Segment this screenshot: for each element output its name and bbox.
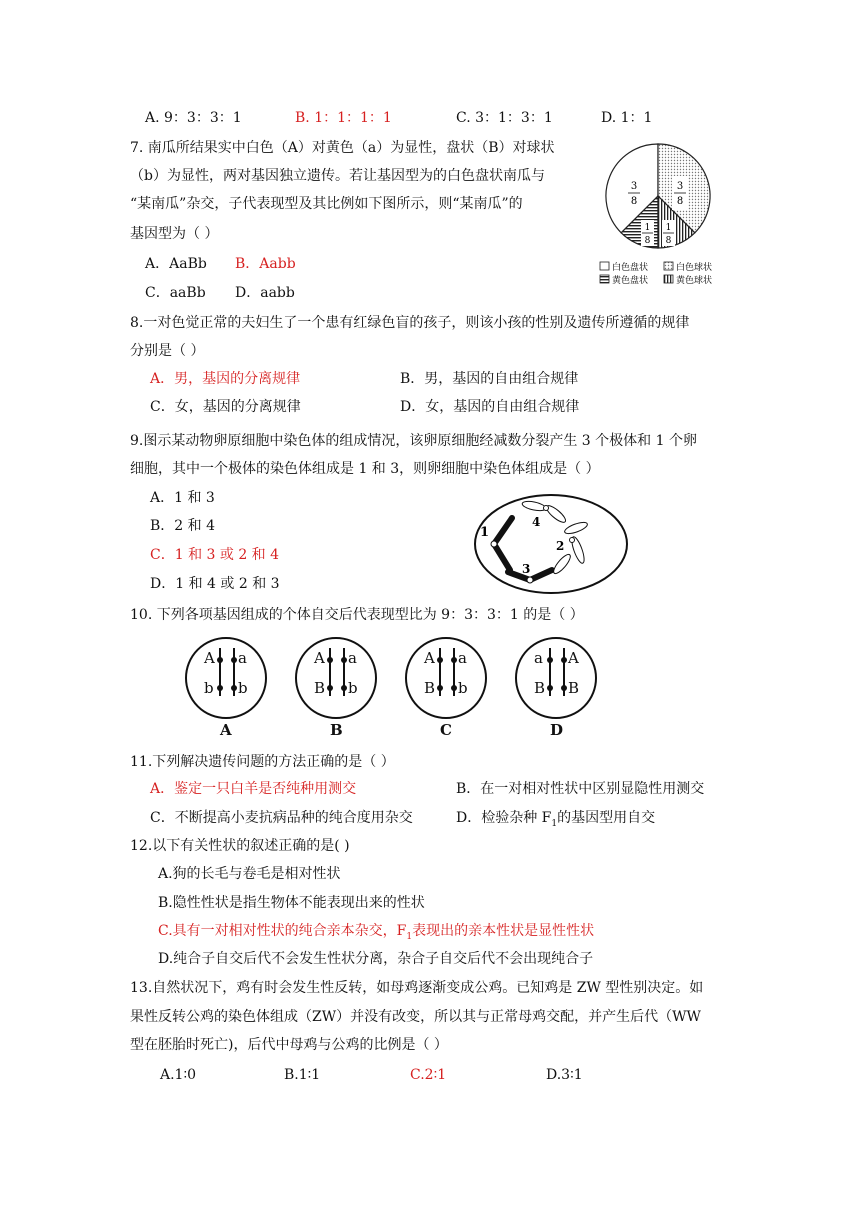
q9-option-b: B．2 和 4 [150, 518, 216, 534]
legend-white-sphere: 白色球状 [676, 263, 713, 273]
q13-stem-line1: 13.自然状况下，鸡有时会发生性反转，如母鸡逐渐变成公鸡。已知鸡是 ZW 型性别决定。如 [130, 980, 704, 996]
cell-1-locus-dot [341, 685, 347, 691]
q7-stem-line3: “某南瓜”杂交，子代表现型及其比例如下图所示，则“某南瓜”的 [130, 196, 523, 212]
q7-option-c: C．aaBb [145, 285, 206, 301]
q11-option-a: A．鉴定一只白羊是否纯种用测交 [150, 781, 357, 797]
q7-pie-figure [592, 138, 730, 288]
cell-3-locus-dot [547, 685, 553, 691]
q12-option-c: C.具有一对相对性状的纯合亲本杂交，$F_1$表现出的亲本性状是显性性状 [158, 923, 595, 942]
q6-option-d: D. 1：1 [601, 110, 653, 126]
q7-stem-line1: 7. 南瓜所结果实中白色（A）对黄色（a）为显性，盘状（B）对球状 [130, 140, 555, 156]
q13-option-b: B.1∶1 [284, 1067, 321, 1083]
legend-yellow-disc: 黄色盘状 [612, 276, 649, 286]
chromosome-label-4: 4 [532, 515, 541, 529]
cell-2-locus-dot [451, 685, 457, 691]
cell-1-gene-tr: a [348, 649, 357, 667]
q11-option-d: D．检验杂种 $F_1$的基因型用自交 [456, 810, 656, 829]
cell-1-label: B [330, 721, 343, 739]
q7-option-d: D．aabb [235, 285, 295, 301]
cell-1-locus-dot [327, 657, 333, 663]
cell-0-gene-tr: a [238, 649, 247, 667]
cell-0-label: A [220, 721, 232, 739]
q9-option-a: A．1 和 3 [150, 490, 215, 506]
pie-label-den-3: 8 [644, 236, 651, 246]
cell-3-gene-tl: a [534, 649, 543, 667]
cell-1-gene-bl: B [314, 679, 326, 697]
q9-cell-figure [472, 492, 630, 596]
cell-0-locus-dot [231, 685, 237, 691]
cell-3-locus-dot [561, 685, 567, 691]
q13-stem-line3: 型在胚胎时死亡)，后代中母鸡与公鸡的比例是（ ） [130, 1037, 448, 1053]
cell-3-gene-tr: A [568, 649, 579, 667]
cell-1-locus-dot [341, 657, 347, 663]
cell-3-locus-dot [547, 657, 553, 663]
q7-stem-line2: （b）为显性，两对基因独立遗传。若让基因型为的白色盘状南瓜与 [130, 168, 545, 184]
cell-3-gene-br: B [568, 679, 580, 697]
q8-stem-line1: 8.一对色觉正常的夫妇生了一个患有红绿色盲的孩子，则该小孩的性别及遗传所遵循的规律 [130, 315, 690, 331]
cell-2-gene-bl: B [424, 679, 436, 697]
q9-option-d: D．1 和 4 或 2 和 3 [150, 576, 280, 592]
q7-stem-line4: 基因型为（ ） [130, 226, 219, 242]
q8-option-c: C．女，基因的分离规律 [150, 399, 301, 415]
q9-option-c: C．1 和 3 或 2 和 4 [150, 547, 280, 563]
pie-label-num-3: 1 [644, 223, 651, 233]
cell-2-label: C [440, 721, 452, 739]
cell-1-gene-br: b [348, 679, 358, 697]
pie-label-den-1: 8 [630, 196, 638, 207]
q7-option-a: A．AaBb [145, 256, 207, 272]
cell-0-gene-br: b [238, 679, 248, 697]
q8-option-d: D．女，基因的自由组合规律 [400, 399, 580, 415]
q12-option-a: A.狗的长毛与卷毛是相对性状 [158, 866, 341, 882]
cell-2-gene-tl: A [424, 649, 435, 667]
pie-label-num-4: 1 [665, 223, 672, 233]
q11-option-b: B．在一对相对性状中区别显隐性用测交 [456, 781, 705, 797]
q11-stem: 11.下列解决遗传问题的方法正确的是（ ） [130, 754, 395, 770]
legend-yellow-sphere: 黄色球状 [676, 276, 713, 286]
legend-white-disc: 白色盘状 [612, 263, 649, 273]
pie-label-num-2: 3 [676, 181, 684, 192]
cell-2-locus-dot [437, 657, 443, 663]
cell-0-locus-dot [231, 657, 237, 663]
q6-option-c: C. 3：1：3：1 [456, 110, 553, 126]
q8-stem-line2: 分别是（ ） [130, 343, 205, 359]
q9-stem-line2: 细胞，其中一个极体的染色体组成是 1 和 3，则卵细胞中染色体组成是（ ） [130, 461, 600, 477]
pie-label-den-2: 8 [676, 196, 684, 207]
q8-option-a: A．男，基因的分离规律 [150, 371, 301, 387]
cell-2-gene-br: b [458, 679, 468, 697]
q7-option-b: B．Aabb [235, 256, 296, 272]
cell-0-locus-dot [217, 685, 223, 691]
chromosome-label-1: 1 [480, 525, 490, 540]
chromosome-label-2: 2 [556, 539, 565, 553]
cell-0-gene-tl: A [204, 649, 215, 667]
q9-stem-line1: 9.图示某动物卵原细胞中染色体的组成情况，该卵原细胞经减数分裂产生 3 个极体和 1 个卵 [130, 433, 697, 449]
pie-label-num-1: 3 [630, 181, 638, 192]
chromosome-label-3: 3 [522, 562, 531, 576]
cell-3-locus-dot [561, 657, 567, 663]
cell-2-locus-dot [451, 657, 457, 663]
cell-2-locus-dot [437, 685, 443, 691]
q13-option-d: D.3∶1 [546, 1067, 583, 1083]
q8-option-b: B．男，基因的自由组合规律 [400, 371, 579, 387]
q12-option-d: D.纯合子自交后代不会发生性状分离，杂合子自交后代不会出现纯合子 [158, 951, 594, 967]
cell-1-locus-dot [327, 685, 333, 691]
q6-option-b: B. 1：1：1：1 [295, 110, 392, 126]
q6-option-a: A. 9：3：3：1 [145, 110, 242, 126]
q12-stem: 12.以下有关性状的叙述正确的是( ) [130, 838, 350, 854]
pie-label-den-4: 8 [665, 236, 672, 246]
q12-option-b: B.隐性性状是指生物体不能表现出来的性状 [158, 895, 425, 911]
q11-option-c: C．不断提高小麦抗病品种的纯合度用杂交 [150, 810, 413, 826]
q13-option-c: C.2∶1 [410, 1067, 447, 1083]
q10-stem: 10. 下列各项基因组成的个体自交后代表现型比为 9：3：3：1 的是（ ） [130, 607, 584, 623]
cell-2-gene-tr: a [458, 649, 467, 667]
cell-1-gene-tl: A [314, 649, 325, 667]
q13-option-a: A.1∶0 [160, 1067, 197, 1083]
cell-0-locus-dot [217, 657, 223, 663]
cell-3-gene-bl: B [534, 679, 546, 697]
q13-stem-line2: 果性反转公鸡的染色体组成（ZW）并没有改变，所以其与正常母鸡交配，并产生后代（WW [130, 1009, 701, 1025]
cell-0-gene-bl: b [204, 679, 214, 697]
cell-3-label: D [550, 721, 564, 739]
